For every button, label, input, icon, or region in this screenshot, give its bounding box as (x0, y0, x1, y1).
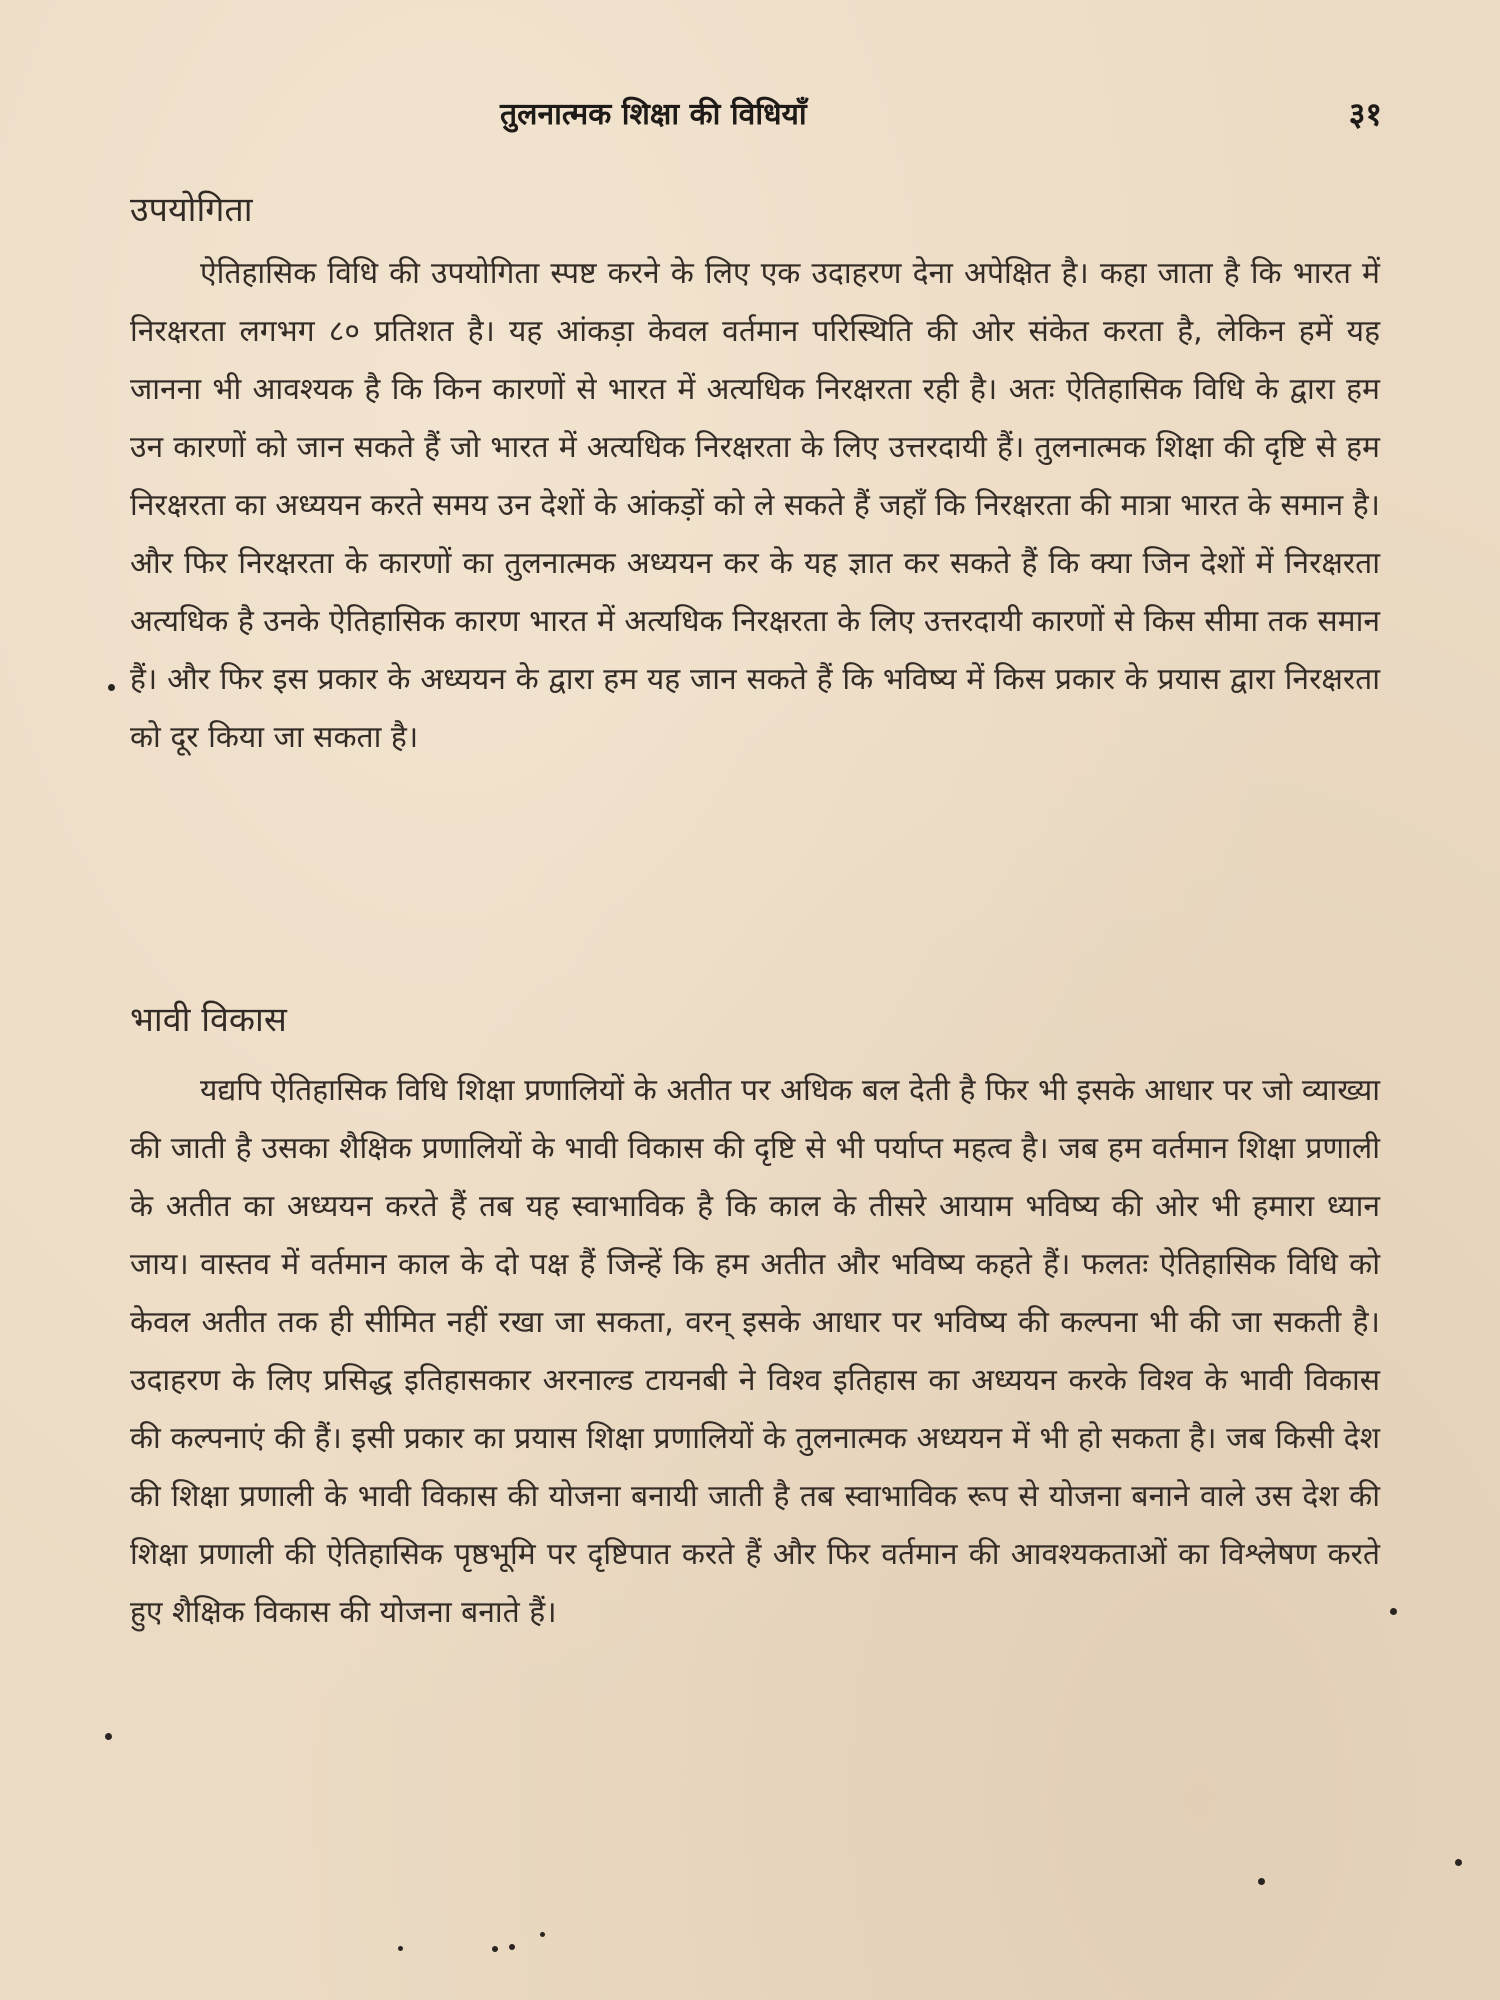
ink-speck (398, 1946, 403, 1951)
ink-speck (105, 1733, 112, 1740)
page-number: ३१ (1348, 95, 1382, 133)
ink-speck (540, 1932, 545, 1937)
section-paragraph-upyogita (130, 245, 1380, 767)
section-heading-upyogita: उपयोगिता (130, 190, 253, 230)
running-title: तुलनात्मक शिक्षा की विधियाँ (500, 97, 807, 132)
section-heading-bhavi-vikas: भावी विकास (130, 1000, 287, 1040)
ink-speck (492, 1946, 498, 1952)
paragraph-text: ऐतिहासिक विधि की उपयोगिता स्पष्ट करने के लिए एक उदाहरण देना अपेक्षित है। कहा जाता है कि भारत में निरक्षरता लगभग ८० प्रतिशत है। यह आंकड़ा केवल वर्तमान परिस्थिति की ओर संकेत करता है, लेकिन हमें यह जानना भी आवश्यक है कि किन कारणों से भारत में अत्यधिक निरक्षरता रही है। अतः ऐतिहासिक विधि के द्वारा हम उन कारणों को जान सकते हैं जो भारत में अत्यधिक निरक्षरता के लिए उत्तरदायी हैं। तुलनात्मक शिक्षा की दृष्टि से हम निरक्षरता का अध्ययन करते समय उन देशों के आंकड़ों को ले सकते हैं जहाँ कि निरक्षरता की मात्रा भारत के समान है। और फिर निरक्षरता के कारणों का तुलनात्मक अध्ययन कर के यह ज्ञात कर सकते हैं कि क्या जिन देशों में निरक्षरता अत्यधिक है उनके ऐतिहासिक कारण भारत में अत्यधिक निरक्षरता के लिए उत्तरदायी कारणों से किस सीमा तक समान हैं। और फिर इस प्रकार के अध्ययन के द्वारा हम यह जान सकते हैं कि भविष्य में किस प्रकार के प्रयास द्वारा निरक्षरता को दूर किया जा सकता है। (130, 256, 1380, 755)
paragraph-text: यद्यपि ऐतिहासिक विधि शिक्षा प्रणालियों के अतीत पर अधिक बल देती है फिर भी इसके आधार पर जो व्याख्या की जाती है उसका शैक्षिक प्रणालियों के भावी विकास की दृष्टि से भी पर्याप्त महत्व है। जब हम वर्तमान शिक्षा प्रणाली के अतीत का अध्ययन करते हैं तब यह स्वाभाविक है कि काल के तीसरे आयाम भविष्य की ओर भी हमारा ध्यान जाय। वास्तव में वर्तमान काल के दो पक्ष हैं जिन्हें कि हम अतीत और भविष्य कहते हैं। फलतः ऐतिहासिक विधि को केवल अतीत तक ही सीमित नहीं रखा जा सकता, वरन् इसके आधार पर भविष्य की कल्पना भी की जा सकती है। उदाहरण के लिए प्रसिद्ध इतिहासकार अरनाल्ड टायनबी ने विश्व इतिहास का अध्ययन करके विश्व के भावी विकास की कल्पनाएं की हैं। इसी प्रकार का प्रयास शिक्षा प्रणालियों के तुलनात्मक अध्ययन में भी हो सकता है। जब किसी देश की शिक्षा प्रणाली के भावी विकास की योजना बनायी जाती है तब स्वाभाविक रूप से योजना बनाने वाले उस देश की शिक्षा प्रणाली की ऐतिहासिक पृष्ठभूमि पर दृष्टिपात करते हैं और फिर वर्तमान की आवश्यकताओं का विश्लेषण करते हुए शैक्षिक विकास की योजना बनाते हैं। (130, 1073, 1380, 1630)
ink-speck (1455, 1859, 1462, 1866)
ink-speck (108, 684, 115, 691)
section-paragraph-bhavi-vikas (130, 1062, 1380, 1642)
ink-speck (509, 1944, 515, 1950)
ink-speck (1258, 1878, 1265, 1885)
running-header (0, 92, 1500, 142)
ink-speck (1390, 1608, 1397, 1615)
